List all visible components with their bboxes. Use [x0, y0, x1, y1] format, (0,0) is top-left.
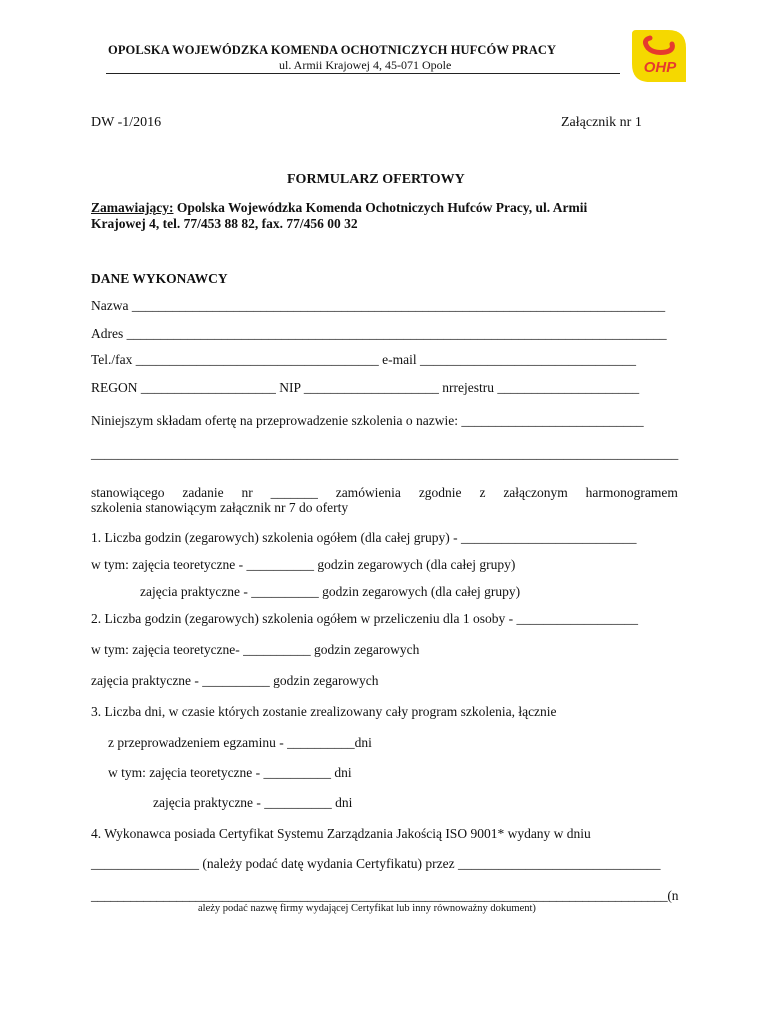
- ordering-party-line1: Opolska Wojewódzka Komenda Ochotniczych Hufców Pracy, ul. Armii: [173, 200, 588, 215]
- offer-blank-line[interactable]: _______________________________________________________________________________________: [91, 446, 679, 461]
- item-1-practice-hours[interactable]: zajęcia praktyczne - __________ godzin zegarowych (dla całej grupy): [140, 584, 521, 599]
- logo-text: OHP: [643, 59, 677, 76]
- item-1-total-hours[interactable]: 1. Liczba godzin (zegarowych) szkolenia ogółem (dla całej grupy) - __________________________: [91, 530, 637, 545]
- task-line: [91, 485, 678, 501]
- item-4-certificate-date[interactable]: ________________ (należy podać datę wydania Certyfikatu) przez ______________________________: [91, 856, 661, 871]
- task-word: zadanie: [182, 485, 224, 500]
- ohp-logo-icon: [628, 24, 690, 86]
- form-title: FORMULARZ OFERTOWY: [287, 172, 465, 187]
- task-word: stanowiącego: [91, 485, 165, 500]
- section-title: DANE WYKONAWCY: [91, 271, 228, 286]
- attachment-label: Załącznik nr 1: [561, 115, 642, 130]
- item-3-total-days: 3. Liczba dni, w czasie których zostanie zrealizowany cały program szkolenia, łącznie: [91, 704, 557, 719]
- task-word: zamówienia: [335, 485, 401, 500]
- item-2-hours-per-person[interactable]: 2. Liczba godzin (zegarowych) szkolenia ogółem w przeliczeniu dla 1 osoby - __________________: [91, 611, 638, 626]
- task-line-2: szkolenia stanowiącym załącznik nr 7 do oferty: [91, 500, 349, 515]
- item-4-certificate: 4. Wykonawca posiada Certyfikat Systemu Zarządzania Jakością ISO 9001* wydany w dniu: [91, 826, 591, 841]
- field-telfax-email[interactable]: Tel./fax ____________________________________ e-mail ________________________________: [91, 352, 637, 367]
- field-name[interactable]: Nazwa _______________________________________________________________________________: [91, 298, 666, 313]
- ordering-party-line2: Krajowej 4, tel. 77/453 88 82, fax. 77/456 00 32: [91, 216, 358, 231]
- header-org-title: OPOLSKA WOJEWÓDZKA KOMENDA OCHOTNICZYCH HUFCÓW PRACY: [108, 43, 557, 57]
- item-3-practice-days[interactable]: zajęcia praktyczne - __________ dni: [153, 795, 353, 810]
- ordering-party-label: Zamawiający:: [91, 200, 174, 215]
- ordering-party: [91, 200, 587, 216]
- item-3-theory-days[interactable]: w tym: zajęcia teoretyczne - __________ dni: [108, 765, 352, 780]
- task-word: z: [479, 485, 486, 500]
- task-number-blank[interactable]: _______: [270, 485, 318, 500]
- item-2-theory-hours[interactable]: w tym: zajęcia teoretyczne- __________ godzin zegarowych: [91, 642, 420, 657]
- field-address[interactable]: Adres ________________________________________________________________________________: [91, 326, 667, 341]
- item-2-practice-hours[interactable]: zajęcia praktyczne - __________ godzin zegarowych: [91, 673, 379, 688]
- task-word: załączonym: [503, 485, 568, 500]
- item-3-exam-days[interactable]: z przeprowadzeniem egzaminu - __________dni: [108, 735, 372, 750]
- item-4-issuer-note: ależy podać nazwę firmy wydającej Certyfikat lub inny równoważny dokument): [198, 903, 536, 914]
- task-word: harmonogramem: [585, 485, 678, 500]
- item-4-issuer-line[interactable]: ________________________________________________________________________________________(n: [91, 888, 679, 903]
- task-word: zgodnie: [418, 485, 462, 500]
- header-divider: [106, 73, 620, 74]
- task-word: nr: [241, 485, 253, 500]
- header-address: ul. Armii Krajowej 4, 45-071 Opole: [279, 58, 452, 72]
- document-reference: DW -1/2016: [91, 115, 162, 130]
- field-regon-nip[interactable]: REGON ____________________ NIP ____________________ nrrejestru _____________________: [91, 380, 640, 395]
- offer-training-name[interactable]: Niniejszym składam ofertę na przeprowadzenie szkolenia o nazwie: ___________________________: [91, 413, 644, 428]
- item-1-theory-hours[interactable]: w tym: zajęcia teoretyczne - __________ godzin zegarowych (dla całej grupy): [91, 557, 516, 572]
